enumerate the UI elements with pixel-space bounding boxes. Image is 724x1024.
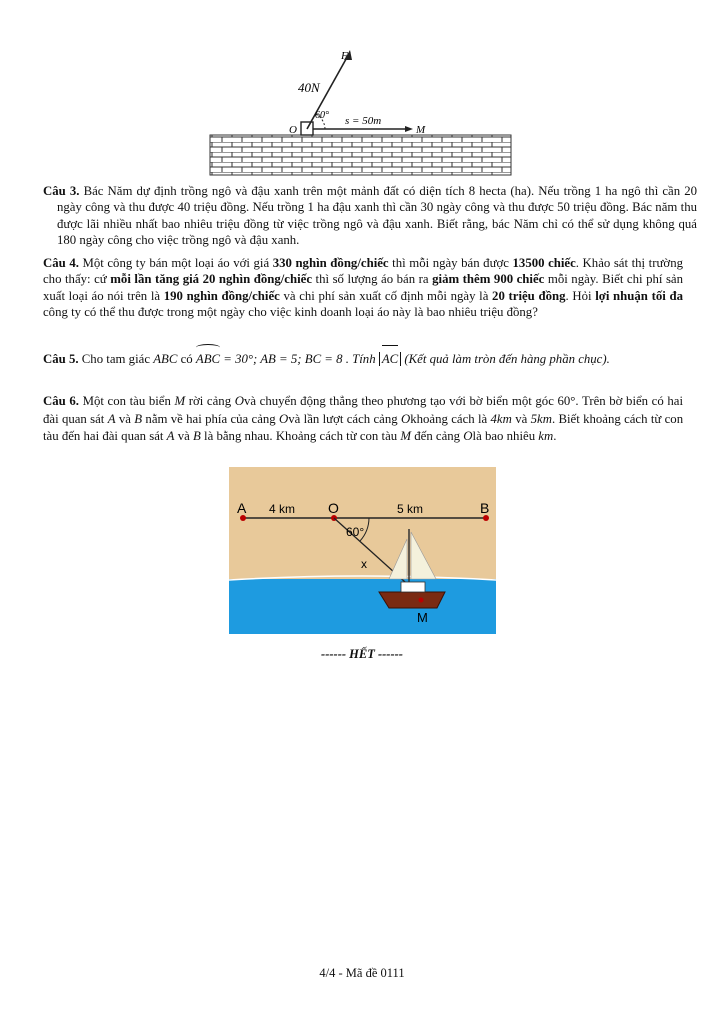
q6-t12: đến cảng	[414, 429, 461, 443]
question-3	[43, 183, 697, 248]
label-a: A	[237, 500, 247, 516]
q4-text-4: thì số lượng áo bán ra	[315, 272, 429, 287]
label-b: B	[480, 500, 490, 516]
question-5	[43, 347, 683, 371]
q4-price-step: mỗi lần tăng giá 20 nghìn đồng/chiếc	[110, 272, 313, 287]
q6-m5: O	[279, 411, 289, 426]
q6-t14: .	[553, 429, 557, 443]
q5-note: (Kết quả làm tròn đến hàng phần chục).	[404, 352, 610, 366]
end-marker: ------ HẾT ------	[321, 647, 403, 661]
displacement-label: s = 50m	[345, 115, 382, 127]
q6-m8: 5km	[530, 411, 552, 426]
question-6	[43, 393, 683, 446]
q6-t7: khoảng cách là	[410, 411, 488, 426]
question-3-label: Câu 3.	[43, 184, 80, 198]
q4-text-5: mỗi ngày. Biết chi phí sản xuất loại áo nói trên là	[43, 272, 684, 303]
angle-label: 60°	[315, 110, 329, 121]
q4-text-7: . Hỏi	[565, 288, 592, 303]
label-ob: 5 km	[397, 502, 424, 516]
q5-triangle: ABC	[153, 352, 178, 366]
q4-text-6: và chi phí sản xuất cố định mỗi ngày là	[283, 288, 489, 303]
q4-text-1: Một công ty bán một loại áo với giá	[82, 256, 270, 270]
ship-hull	[379, 592, 445, 608]
q6-m6: O	[400, 411, 411, 426]
vector-f-label: F	[341, 50, 348, 62]
q4-fixed-cost: 20 triệu đồng	[492, 288, 566, 303]
q6-m10: B	[193, 429, 201, 443]
force-magnitude-label: 40N	[298, 80, 320, 95]
q6-t6: và lần lượt cách cảng	[288, 411, 398, 426]
q4-text-2: thì mỗi ngày bán được	[392, 256, 509, 270]
question-6-label: Câu 6.	[43, 394, 79, 408]
q6-t11: là bằng nhau. Khoảng cách từ con tàu	[204, 429, 398, 443]
displacement-arrowhead	[405, 126, 413, 132]
q6-m12: O	[463, 429, 473, 443]
q6-m13: km	[538, 429, 554, 443]
q6-t8: và	[515, 411, 528, 426]
label-o: O	[328, 500, 339, 516]
q6-t9: . Biết khoảng cách từ con tàu đến hai đài quan sát	[43, 411, 684, 443]
point-m-label: M	[416, 124, 426, 136]
q4-price: 330 nghìn đồng/chiếc	[272, 256, 389, 270]
q6-m2: O	[234, 394, 244, 408]
question-4-label: Câu 4.	[43, 256, 79, 270]
q5-text-1: Cho tam giác	[81, 352, 150, 366]
force-diagram	[207, 42, 514, 177]
ship-point-m	[419, 598, 424, 603]
q6-m4: B	[134, 411, 143, 426]
q6-m1: M	[174, 394, 186, 408]
q6-m7: 4km	[490, 411, 512, 426]
page-footer: 4/4 - Mã đề 0111	[319, 966, 405, 980]
label-angle: 60°	[346, 525, 365, 539]
q6-m11: M	[400, 429, 412, 443]
question-5-label: Câu 5.	[43, 352, 79, 366]
q6-t3: và chuyển động thẳng theo phương tạo với bờ biển một góc 60°. Trên bờ biển có hai đài quan sát	[43, 394, 683, 426]
q6-m9: A	[166, 429, 175, 443]
q5-text-2: có	[180, 352, 193, 366]
q5-equations: = 30°; AB = 5; BC = 8 . Tính	[223, 352, 376, 366]
label-ao: 4 km	[269, 502, 296, 516]
q6-m3: A	[107, 411, 116, 426]
q6-t4: và	[118, 411, 131, 426]
q5-vector: AC	[382, 347, 398, 371]
question-4	[43, 255, 683, 320]
q5-abs	[379, 352, 401, 366]
q5-angle: ABC	[196, 347, 220, 371]
q4-text-8: công ty có thể thu được trong một ngày cho việc kinh doanh loại áo này là bao nhiêu triệu đồng?	[43, 304, 538, 319]
q6-t2: rời cảng	[188, 394, 232, 408]
point-o-label: O	[289, 124, 297, 136]
ship-diagram	[229, 467, 496, 634]
q4-unit-cost: 190 nghìn đồng/chiếc	[163, 288, 280, 303]
q4-quantity: 13500 chiếc	[512, 256, 576, 270]
q6-t13: là bao nhiêu	[472, 429, 536, 443]
question-3-text: Bác Năm dự định trồng ngô và đậu xanh trên một mảnh đất có diện tích 8 hecta (ha). Nếu trồng 1 ha ngô thì cần 20 ngày công và thu được 40 triệu đồng. Nếu trồng 1 ha đậu xanh thì cần 30 ngày công và thu được 50 triệu đồng. Bác năm thu được lãi nhiều nhất bao nhiêu triệu đồng từ việc trồng ngô và đậu xanh. Biết rằng, bác Năm chỉ có thể sử dụng không quá 180 ngày công cho việc trồng ngô và đậu xanh.	[57, 184, 697, 247]
label-m: M	[417, 610, 428, 625]
q4-max-profit: lợi nhuận tối đa	[595, 288, 683, 303]
q4-text-3: . Khảo sát thị trường cho thấy: cứ	[43, 256, 683, 287]
q6-t1: Một con tàu biển	[82, 394, 171, 408]
label-x: x	[361, 557, 367, 571]
brick-ground	[210, 135, 511, 175]
q6-t10: và	[177, 429, 190, 443]
cabin	[401, 582, 425, 592]
sea	[229, 579, 496, 634]
q6-t5: nằm về hai phía của cảng	[145, 411, 276, 426]
q4-quantity-drop: giảm thêm 900 chiếc	[432, 272, 545, 287]
